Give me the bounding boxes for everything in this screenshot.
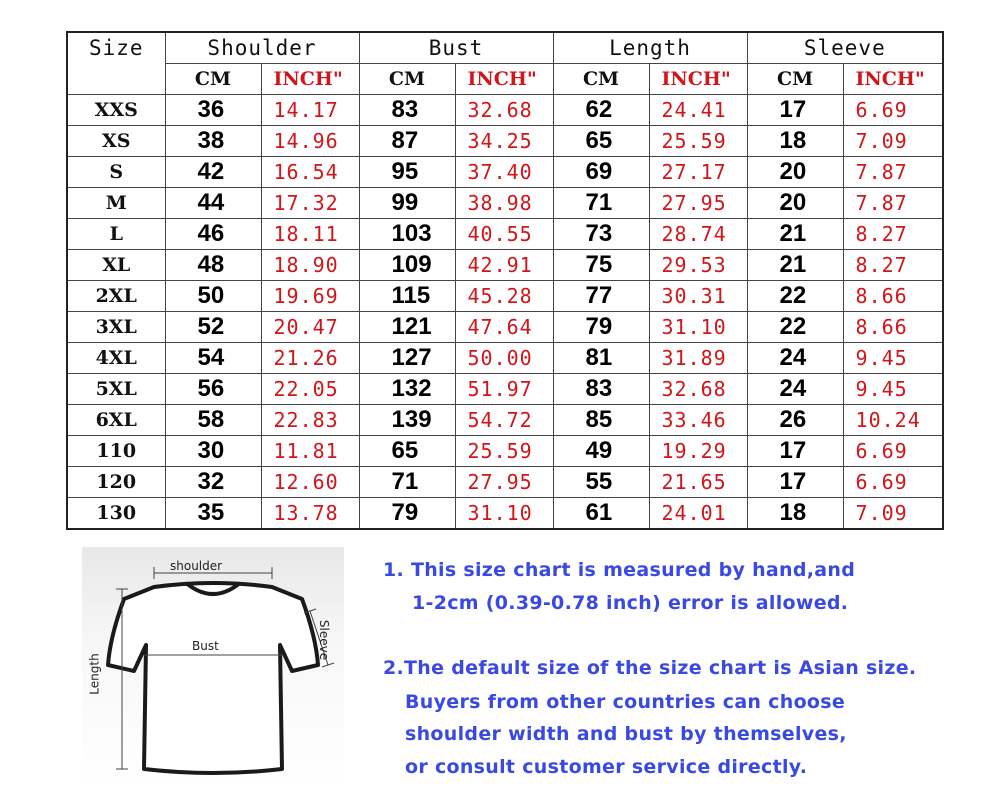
cm-value-cell: 61 bbox=[553, 498, 649, 530]
size-cell: XL bbox=[67, 250, 165, 281]
cm-value-cell: 17 bbox=[747, 467, 843, 498]
inch-value-cell: 38.98 bbox=[455, 188, 553, 219]
table-row bbox=[67, 219, 943, 250]
cm-value-cell: 52 bbox=[165, 312, 261, 343]
inch-value-cell: 24.01 bbox=[649, 498, 747, 530]
cm-value-cell: 75 bbox=[553, 250, 649, 281]
cm-value-cell: 20 bbox=[747, 188, 843, 219]
inch-value-cell: 31.89 bbox=[649, 343, 747, 374]
table-row bbox=[67, 498, 943, 530]
inch-value-cell: 13.78 bbox=[261, 498, 359, 530]
cm-value-cell: 71 bbox=[359, 467, 455, 498]
table-row bbox=[67, 467, 943, 498]
cm-value-cell: 87 bbox=[359, 126, 455, 157]
cm-value-cell: 65 bbox=[359, 436, 455, 467]
inch-value-cell: 54.72 bbox=[455, 405, 553, 436]
cm-value-cell: 44 bbox=[165, 188, 261, 219]
inch-value-cell: 34.25 bbox=[455, 126, 553, 157]
size-cell: 4XL bbox=[67, 343, 165, 374]
inch-value-cell: 27.95 bbox=[455, 467, 553, 498]
cm-value-cell: 127 bbox=[359, 343, 455, 374]
inch-value-cell: 12.60 bbox=[261, 467, 359, 498]
inch-value-cell: 7.87 bbox=[843, 157, 943, 188]
inch-value-cell: 47.64 bbox=[455, 312, 553, 343]
cm-value-cell: 99 bbox=[359, 188, 455, 219]
bust-header: Bust bbox=[359, 32, 553, 64]
cm-value-cell: 79 bbox=[359, 498, 455, 530]
cm-value-cell: 81 bbox=[553, 343, 649, 374]
inch-value-cell: 21.26 bbox=[261, 343, 359, 374]
cm-value-cell: 109 bbox=[359, 250, 455, 281]
cm-value-cell: 56 bbox=[165, 374, 261, 405]
inch-value-cell: 8.27 bbox=[843, 219, 943, 250]
cm-value-cell: 71 bbox=[553, 188, 649, 219]
size-column-header: Size bbox=[67, 32, 165, 95]
inch-value-cell: 9.45 bbox=[843, 374, 943, 405]
cm-value-cell: 85 bbox=[553, 405, 649, 436]
shoulder-label: shoulder bbox=[170, 559, 223, 573]
inch-value-cell: 42.91 bbox=[455, 250, 553, 281]
inch-value-cell: 8.66 bbox=[843, 281, 943, 312]
cm-value-cell: 30 bbox=[165, 436, 261, 467]
inch-value-cell: 8.66 bbox=[843, 312, 943, 343]
inch-value-cell: 10.24 bbox=[843, 405, 943, 436]
cm-value-cell: 24 bbox=[747, 343, 843, 374]
size-cell: XS bbox=[67, 126, 165, 157]
inch-value-cell: 7.09 bbox=[843, 126, 943, 157]
inch-value-cell: 27.95 bbox=[649, 188, 747, 219]
cm-value-cell: 22 bbox=[747, 281, 843, 312]
cm-value-cell: 50 bbox=[165, 281, 261, 312]
cm-value-cell: 55 bbox=[553, 467, 649, 498]
inch-value-cell: 7.87 bbox=[843, 188, 943, 219]
cm-value-cell: 73 bbox=[553, 219, 649, 250]
inch-value-cell: 18.90 bbox=[261, 250, 359, 281]
note-2-line-4: or consult customer service directly. bbox=[405, 756, 808, 778]
cm-value-cell: 46 bbox=[165, 219, 261, 250]
cm-value-cell: 83 bbox=[359, 95, 455, 126]
size-cell: 6XL bbox=[67, 405, 165, 436]
inch-value-cell: 45.28 bbox=[455, 281, 553, 312]
inch-value-cell: 40.55 bbox=[455, 219, 553, 250]
inch-value-cell: 18.11 bbox=[261, 219, 359, 250]
cm-value-cell: 83 bbox=[553, 374, 649, 405]
size-rows bbox=[67, 95, 943, 530]
inch-value-cell: 21.65 bbox=[649, 467, 747, 498]
inch-value-cell: 6.69 bbox=[843, 467, 943, 498]
cm-value-cell: 42 bbox=[165, 157, 261, 188]
inch-value-cell: 50.00 bbox=[455, 343, 553, 374]
inch-value-cell: 19.69 bbox=[261, 281, 359, 312]
note-2-line-2: Buyers from other countries can choose bbox=[405, 691, 846, 713]
bust-label: Bust bbox=[192, 639, 219, 653]
table-row bbox=[67, 343, 943, 374]
inch-value-cell: 33.46 bbox=[649, 405, 747, 436]
sleeve-header: Sleeve bbox=[747, 32, 943, 64]
size-cell: S bbox=[67, 157, 165, 188]
note-2-line-3: shoulder width and bust by themselves, bbox=[405, 723, 847, 745]
cm-value-cell: 121 bbox=[359, 312, 455, 343]
inch-value-cell: 19.29 bbox=[649, 436, 747, 467]
note-2-line-1: 2.The default size of the size chart is Asian size. bbox=[383, 657, 917, 679]
length-header: Length bbox=[553, 32, 747, 64]
table-row bbox=[67, 250, 943, 281]
inch-value-cell: 16.54 bbox=[261, 157, 359, 188]
cm-value-cell: 103 bbox=[359, 219, 455, 250]
cm-value-cell: 38 bbox=[165, 126, 261, 157]
cm-value-cell: 24 bbox=[747, 374, 843, 405]
cm-value-cell: 32 bbox=[165, 467, 261, 498]
inch-value-cell: 25.59 bbox=[649, 126, 747, 157]
cm-value-cell: 20 bbox=[747, 157, 843, 188]
bust-cm-header: CM bbox=[359, 64, 455, 95]
inch-value-cell: 6.69 bbox=[843, 436, 943, 467]
inch-value-cell: 6.69 bbox=[843, 95, 943, 126]
inch-value-cell: 22.05 bbox=[261, 374, 359, 405]
tshirt-outline bbox=[108, 583, 318, 773]
shoulder-header: Shoulder bbox=[165, 32, 359, 64]
table-row bbox=[67, 312, 943, 343]
inch-value-cell: 9.45 bbox=[843, 343, 943, 374]
inch-value-cell: 22.83 bbox=[261, 405, 359, 436]
inch-value-cell: 8.27 bbox=[843, 250, 943, 281]
inch-value-cell: 11.81 bbox=[261, 436, 359, 467]
table-row bbox=[67, 374, 943, 405]
cm-value-cell: 17 bbox=[747, 436, 843, 467]
inch-value-cell: 37.40 bbox=[455, 157, 553, 188]
inch-value-cell: 31.10 bbox=[455, 498, 553, 530]
cm-value-cell: 58 bbox=[165, 405, 261, 436]
cm-value-cell: 21 bbox=[747, 219, 843, 250]
cm-value-cell: 26 bbox=[747, 405, 843, 436]
cm-value-cell: 115 bbox=[359, 281, 455, 312]
inch-value-cell: 30.31 bbox=[649, 281, 747, 312]
table-row bbox=[67, 405, 943, 436]
cm-value-cell: 132 bbox=[359, 374, 455, 405]
cm-value-cell: 79 bbox=[553, 312, 649, 343]
inch-value-cell: 32.68 bbox=[455, 95, 553, 126]
inch-value-cell: 25.59 bbox=[455, 436, 553, 467]
cm-value-cell: 139 bbox=[359, 405, 455, 436]
inch-value-cell: 32.68 bbox=[649, 374, 747, 405]
inch-value-cell: 31.10 bbox=[649, 312, 747, 343]
inch-value-cell: 14.17 bbox=[261, 95, 359, 126]
cm-value-cell: 18 bbox=[747, 498, 843, 530]
cm-value-cell: 62 bbox=[553, 95, 649, 126]
shoulder-inch-header: INCH" bbox=[261, 64, 359, 95]
note-1-line-2: 1-2cm (0.39-0.78 inch) error is allowed. bbox=[412, 592, 849, 614]
table-row bbox=[67, 436, 943, 467]
sleeve-inch-header: INCH" bbox=[843, 64, 943, 95]
table-row bbox=[67, 188, 943, 219]
size-cell: 3XL bbox=[67, 312, 165, 343]
cm-value-cell: 18 bbox=[747, 126, 843, 157]
length-cm-header: CM bbox=[553, 64, 649, 95]
cm-value-cell: 69 bbox=[553, 157, 649, 188]
cm-value-cell: 35 bbox=[165, 498, 261, 530]
inch-value-cell: 29.53 bbox=[649, 250, 747, 281]
cm-value-cell: 65 bbox=[553, 126, 649, 157]
sleeve-cm-header: CM bbox=[747, 64, 843, 95]
size-cell: M bbox=[67, 188, 165, 219]
size-cell: 2XL bbox=[67, 281, 165, 312]
inch-value-cell: 24.41 bbox=[649, 95, 747, 126]
tshirt-measurement-diagram bbox=[82, 547, 344, 787]
inch-value-cell: 20.47 bbox=[261, 312, 359, 343]
group-header-row bbox=[67, 32, 943, 64]
inch-value-cell: 27.17 bbox=[649, 157, 747, 188]
size-cell: 110 bbox=[67, 436, 165, 467]
cm-value-cell: 22 bbox=[747, 312, 843, 343]
shoulder-cm-header: CM bbox=[165, 64, 261, 95]
bust-inch-header: INCH" bbox=[455, 64, 553, 95]
inch-value-cell: 51.97 bbox=[455, 374, 553, 405]
inch-value-cell: 28.74 bbox=[649, 219, 747, 250]
size-cell: XXS bbox=[67, 95, 165, 126]
cm-value-cell: 49 bbox=[553, 436, 649, 467]
cm-value-cell: 77 bbox=[553, 281, 649, 312]
tshirt-illustration bbox=[82, 547, 344, 787]
size-cell: 130 bbox=[67, 498, 165, 530]
cm-value-cell: 36 bbox=[165, 95, 261, 126]
table-row bbox=[67, 95, 943, 126]
cm-value-cell: 95 bbox=[359, 157, 455, 188]
sleeve-label: Sleeve bbox=[317, 619, 332, 661]
inch-value-cell: 7.09 bbox=[843, 498, 943, 530]
inch-value-cell: 17.32 bbox=[261, 188, 359, 219]
cm-value-cell: 54 bbox=[165, 343, 261, 374]
cm-value-cell: 21 bbox=[747, 250, 843, 281]
cm-value-cell: 17 bbox=[747, 95, 843, 126]
unit-header-row bbox=[67, 64, 943, 95]
length-inch-header: INCH" bbox=[649, 64, 747, 95]
table-row bbox=[67, 281, 943, 312]
size-cell: L bbox=[67, 219, 165, 250]
table-row bbox=[67, 157, 943, 188]
size-chart-table bbox=[66, 31, 944, 530]
inch-value-cell: 14.96 bbox=[261, 126, 359, 157]
size-cell: 5XL bbox=[67, 374, 165, 405]
length-label: Length bbox=[87, 653, 102, 695]
size-cell: 120 bbox=[67, 467, 165, 498]
table-row bbox=[67, 126, 943, 157]
cm-value-cell: 48 bbox=[165, 250, 261, 281]
note-1-line-1: 1. This size chart is measured by hand,and bbox=[383, 559, 856, 581]
